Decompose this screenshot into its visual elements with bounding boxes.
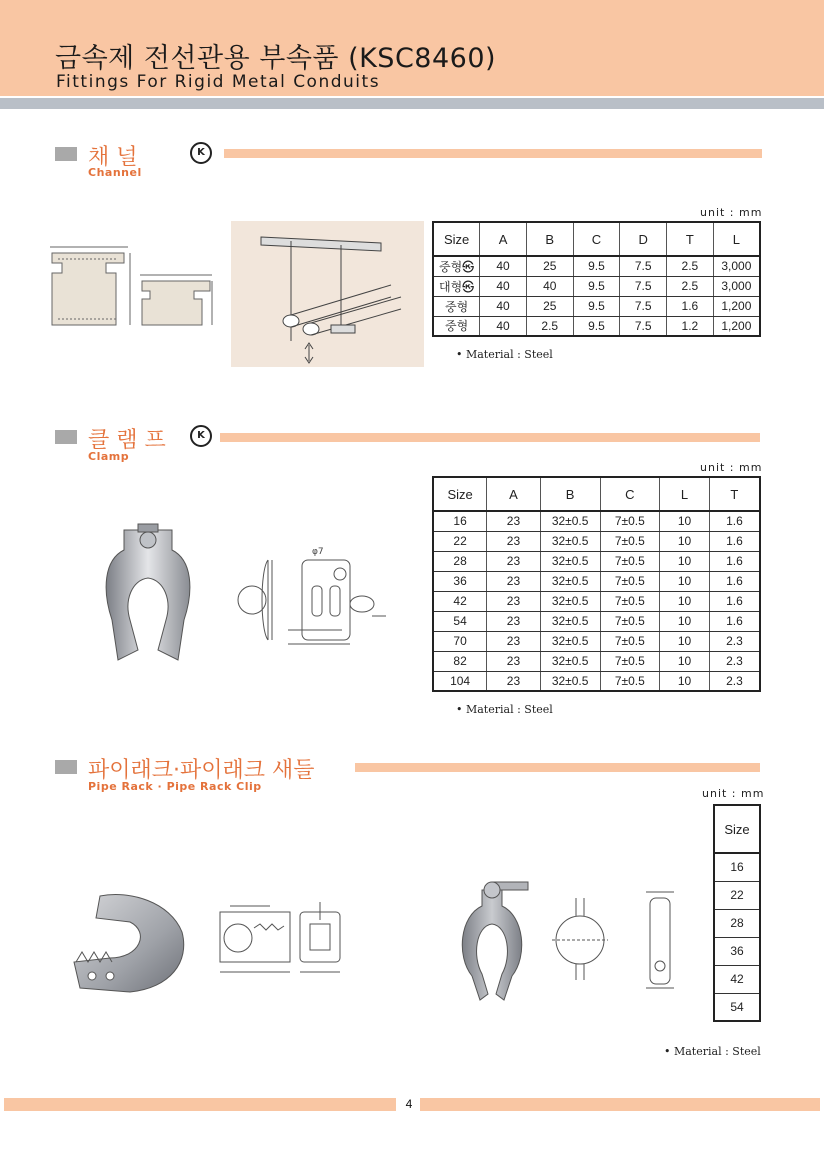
table-cell: 2.5	[667, 256, 714, 276]
table-cell: 32±0.5	[540, 591, 600, 611]
table-row	[433, 316, 760, 336]
table-cell: 16	[433, 511, 487, 531]
table-cell: 10	[660, 631, 710, 651]
table-cell: 7±0.5	[600, 671, 660, 691]
table-cell: 10	[660, 651, 710, 671]
column-header: Size	[714, 805, 760, 853]
table-cell: 32±0.5	[540, 671, 600, 691]
channel-section-bar	[224, 149, 762, 158]
pipe-rack-dimension-drawing	[210, 900, 350, 990]
pipe-rack-material-note: • Material : Steel	[664, 1045, 761, 1058]
channel-material-note: • Material : Steel	[456, 348, 553, 361]
table-row	[433, 651, 760, 671]
table-cell: 70	[433, 631, 487, 651]
table-cell: 40	[480, 316, 527, 336]
table-cell: 10	[660, 671, 710, 691]
table-cell: 7±0.5	[600, 611, 660, 631]
table-cell: 23	[487, 611, 541, 631]
table-cell: 9.5	[573, 316, 620, 336]
table-row	[433, 296, 760, 316]
column-header: B	[540, 477, 600, 511]
table-cell: 32±0.5	[540, 571, 600, 591]
table-cell: 2.3	[709, 631, 760, 651]
table-cell: 중형	[433, 296, 480, 316]
table-cell: 40	[480, 296, 527, 316]
table-cell: 2.3	[709, 651, 760, 671]
ks-certification-icon: K	[190, 142, 212, 164]
table-row	[714, 909, 760, 937]
column-header: B	[526, 222, 573, 256]
section-marker	[55, 760, 77, 774]
table-cell: 1.6	[709, 551, 760, 571]
table-cell: 28	[714, 909, 760, 937]
table-row	[433, 671, 760, 691]
table-cell: 23	[487, 531, 541, 551]
pipe-rack-product-photo	[70, 892, 190, 997]
table-cell: 23	[487, 591, 541, 611]
table-cell: 2.3	[709, 671, 760, 691]
pipe-rack-clip-photo	[446, 876, 536, 1006]
table-cell: 25	[526, 296, 573, 316]
table-header-row	[714, 805, 760, 853]
table-cell: 7±0.5	[600, 651, 660, 671]
table-cell: 7±0.5	[600, 551, 660, 571]
section-marker	[55, 430, 77, 444]
table-cell: 1.6	[667, 296, 714, 316]
table-cell: 36	[714, 937, 760, 965]
clamp-product-photo	[94, 520, 198, 670]
table-row	[433, 256, 760, 276]
column-header: L	[713, 222, 760, 256]
footer-bar-left	[4, 1098, 396, 1111]
channel-unit-label: unit : mm	[700, 206, 763, 219]
table-row	[433, 571, 760, 591]
table-row	[433, 631, 760, 651]
table-row	[433, 611, 760, 631]
section-marker	[55, 147, 77, 161]
table-cell: 3,000	[713, 276, 760, 296]
table-cell: 82	[433, 651, 487, 671]
table-cell: 42	[433, 591, 487, 611]
table-cell: 7±0.5	[600, 511, 660, 531]
table-cell: 23	[487, 631, 541, 651]
table-row	[714, 993, 760, 1021]
table-row	[714, 853, 760, 881]
table-cell: 10	[660, 611, 710, 631]
ks-certification-icon: K	[190, 425, 212, 447]
page-number: 4	[405, 1097, 413, 1111]
table-cell: 10	[660, 591, 710, 611]
table-cell: 2.5	[667, 276, 714, 296]
table-cell: 42	[714, 965, 760, 993]
table-cell: 1.2	[667, 316, 714, 336]
table-cell: 7±0.5	[600, 571, 660, 591]
table-cell: 1.6	[709, 531, 760, 551]
column-header: L	[660, 477, 710, 511]
table-cell: 32±0.5	[540, 611, 600, 631]
pipe-rack-section-title: 파이래크·파이래크 새들	[88, 758, 315, 783]
table-cell: 1,200	[713, 296, 760, 316]
clamp-section-title: 클 램 프	[88, 428, 166, 453]
table-cell: 2.5	[526, 316, 573, 336]
column-header: C	[573, 222, 620, 256]
table-cell: 16	[714, 853, 760, 881]
table-header-row	[433, 222, 760, 256]
table-cell: 9.5	[573, 256, 620, 276]
table-cell: 1.6	[709, 511, 760, 531]
diameter-label: φ7	[312, 547, 324, 557]
pipe-rack-section-subtitle: Pipe Rack · Pipe Rack Clip	[88, 780, 262, 793]
clamp-material-note: • Material : Steel	[456, 703, 553, 716]
table-cell: 23	[487, 651, 541, 671]
table-cell: 10	[660, 551, 710, 571]
channel-section-title: 채 널	[88, 145, 138, 170]
table-cell: 28	[433, 551, 487, 571]
channel-installation-drawing	[231, 221, 424, 367]
table-cell: 32±0.5	[540, 531, 600, 551]
column-header: A	[487, 477, 541, 511]
channel-profile-drawing	[44, 245, 214, 335]
table-cell: 25	[526, 256, 573, 276]
table-cell: 7.5	[620, 256, 667, 276]
channel-spec-table	[432, 221, 761, 337]
clamp-dimension-drawing	[232, 540, 402, 655]
column-header: D	[620, 222, 667, 256]
table-cell: 1,200	[713, 316, 760, 336]
pipe-rack-section-bar	[355, 763, 760, 772]
table-cell: 7±0.5	[600, 531, 660, 551]
column-header: C	[600, 477, 660, 511]
table-cell: 36	[433, 571, 487, 591]
table-cell: 23	[487, 571, 541, 591]
clamp-section-subtitle: Clamp	[88, 450, 130, 463]
table-cell: 32±0.5	[540, 511, 600, 531]
table-cell: 7±0.5	[600, 631, 660, 651]
table-cell: 54	[433, 611, 487, 631]
table-row	[433, 531, 760, 551]
table-cell: 7±0.5	[600, 591, 660, 611]
channel-section-subtitle: Channel	[88, 166, 142, 179]
table-row	[714, 881, 760, 909]
table-cell: 40	[480, 256, 527, 276]
table-row	[714, 965, 760, 993]
table-cell: 23	[487, 551, 541, 571]
table-cell: 9.5	[573, 276, 620, 296]
table-cell: 1.6	[709, 611, 760, 631]
table-cell: 104	[433, 671, 487, 691]
table-cell: 7.5	[620, 276, 667, 296]
page-title: 금속제 전선관용 부속품 (KSC8460)	[55, 43, 497, 74]
column-header: Size	[433, 222, 480, 256]
clamp-section-bar	[220, 433, 760, 442]
table-cell: 22	[433, 531, 487, 551]
table-row	[433, 276, 760, 296]
table-cell: 23	[487, 671, 541, 691]
table-row	[433, 551, 760, 571]
header-divider	[0, 98, 824, 109]
table-cell: 40	[526, 276, 573, 296]
table-cell: 9.5	[573, 296, 620, 316]
table-cell: 10	[660, 531, 710, 551]
table-row	[433, 511, 760, 531]
table-cell: 대형㉿	[433, 276, 480, 296]
table-cell: 32±0.5	[540, 631, 600, 651]
table-cell: 3,000	[713, 256, 760, 276]
pipe-rack-unit-label: unit : mm	[702, 787, 765, 800]
clamp-spec-table	[432, 476, 761, 692]
pipe-rack-clip-dimension-drawing	[550, 888, 690, 993]
page-header	[0, 0, 824, 96]
table-row	[433, 591, 760, 611]
column-header: T	[667, 222, 714, 256]
pipe-rack-spec-table	[713, 804, 761, 1022]
table-cell: 23	[487, 511, 541, 531]
clamp-unit-label: unit : mm	[700, 461, 763, 474]
table-cell: 22	[714, 881, 760, 909]
table-cell: 10	[660, 511, 710, 531]
table-row	[714, 937, 760, 965]
table-cell: 40	[480, 276, 527, 296]
table-cell: 32±0.5	[540, 551, 600, 571]
table-cell: 중형	[433, 316, 480, 336]
table-cell: 7.5	[620, 296, 667, 316]
table-cell: 54	[714, 993, 760, 1021]
table-cell: 32±0.5	[540, 651, 600, 671]
column-header: Size	[433, 477, 487, 511]
page-subtitle: Fittings For Rigid Metal Conduits	[56, 72, 381, 92]
table-cell: 중형㉿	[433, 256, 480, 276]
footer-bar-right	[420, 1098, 820, 1111]
table-cell: 1.6	[709, 591, 760, 611]
column-header: A	[480, 222, 527, 256]
table-header-row	[433, 477, 760, 511]
column-header: T	[709, 477, 760, 511]
table-cell: 10	[660, 571, 710, 591]
table-cell: 1.6	[709, 571, 760, 591]
table-cell: 7.5	[620, 316, 667, 336]
